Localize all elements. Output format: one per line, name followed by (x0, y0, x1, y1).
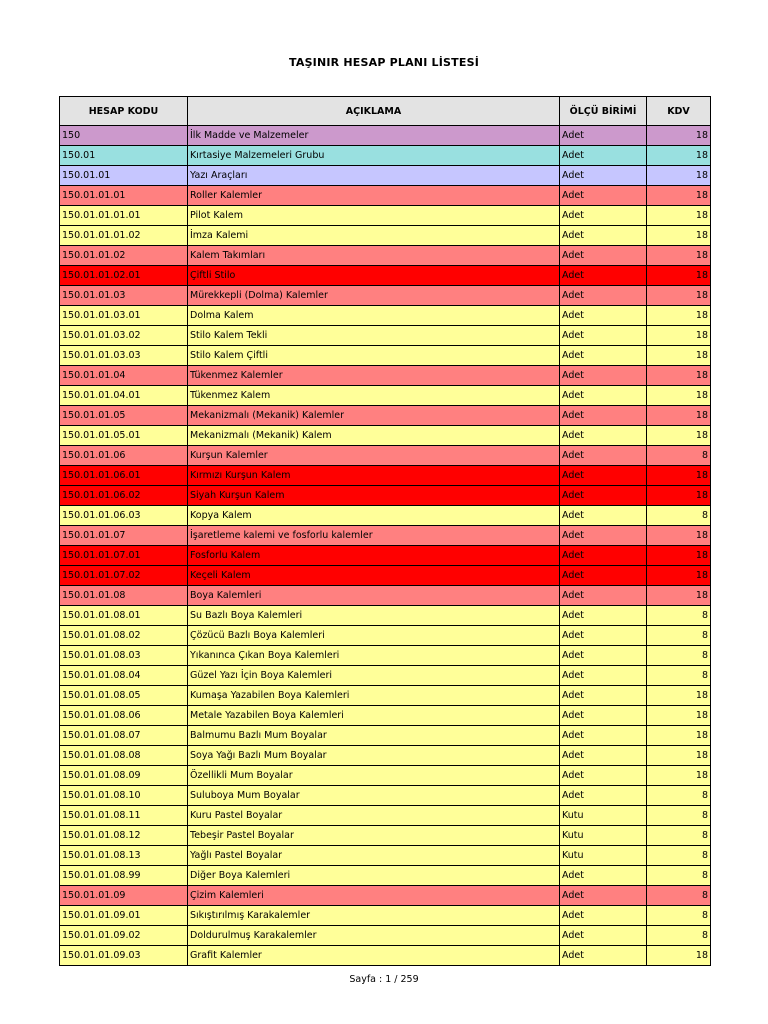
cell-olcu-birimi: Kutu (560, 846, 647, 866)
cell-kdv: 18 (647, 766, 711, 786)
cell-kdv: 8 (647, 606, 711, 626)
cell-kdv: 18 (647, 486, 711, 506)
cell-aciklama: Stilo Kalem Tekli (188, 326, 560, 346)
header-hesap-kodu: HESAP KODU (60, 97, 188, 126)
table-row (60, 366, 711, 386)
cell-olcu-birimi: Adet (560, 366, 647, 386)
cell-kdv: 18 (647, 186, 711, 206)
table-row (60, 426, 711, 446)
cell-hesap-kodu: 150.01.01.06.03 (60, 506, 188, 526)
table-row (60, 266, 711, 286)
cell-aciklama: Pilot Kalem (188, 206, 560, 226)
cell-hesap-kodu: 150.01.01.03.03 (60, 346, 188, 366)
cell-olcu-birimi: Kutu (560, 826, 647, 846)
cell-hesap-kodu: 150.01.01.01.01 (60, 206, 188, 226)
cell-kdv: 8 (647, 806, 711, 826)
table-row (60, 186, 711, 206)
cell-olcu-birimi: Adet (560, 126, 647, 146)
cell-olcu-birimi: Adet (560, 886, 647, 906)
cell-olcu-birimi: Adet (560, 286, 647, 306)
cell-kdv: 8 (647, 666, 711, 686)
table-row (60, 526, 711, 546)
cell-kdv: 18 (647, 226, 711, 246)
cell-hesap-kodu: 150.01.01.08.99 (60, 866, 188, 886)
table-row (60, 686, 711, 706)
cell-aciklama: Yazı Araçları (188, 166, 560, 186)
cell-hesap-kodu: 150.01.01.08.13 (60, 846, 188, 866)
cell-olcu-birimi: Adet (560, 526, 647, 546)
cell-hesap-kodu: 150.01.01.09.02 (60, 926, 188, 946)
cell-olcu-birimi: Adet (560, 386, 647, 406)
cell-aciklama: Çiftli Stilo (188, 266, 560, 286)
table-row (60, 806, 711, 826)
table-row (60, 926, 711, 946)
cell-olcu-birimi: Adet (560, 766, 647, 786)
cell-kdv: 18 (647, 326, 711, 346)
cell-olcu-birimi: Adet (560, 666, 647, 686)
cell-olcu-birimi: Adet (560, 906, 647, 926)
cell-aciklama: Soya Yağı Bazlı Mum Boyalar (188, 746, 560, 766)
table-row (60, 826, 711, 846)
cell-hesap-kodu: 150.01.01.05.01 (60, 426, 188, 446)
cell-kdv: 18 (647, 126, 711, 146)
cell-hesap-kodu: 150.01.01.08.07 (60, 726, 188, 746)
cell-kdv: 18 (647, 946, 711, 966)
cell-hesap-kodu: 150.01.01.08.02 (60, 626, 188, 646)
table-row (60, 306, 711, 326)
table-row (60, 386, 711, 406)
cell-aciklama: Mürekkepli (Dolma) Kalemler (188, 286, 560, 306)
cell-hesap-kodu: 150.01.01.08.11 (60, 806, 188, 826)
cell-olcu-birimi: Adet (560, 626, 647, 646)
cell-aciklama: Özellikli Mum Boyalar (188, 766, 560, 786)
cell-kdv: 8 (647, 846, 711, 866)
cell-hesap-kodu: 150.01.01.07.02 (60, 566, 188, 586)
cell-kdv: 18 (647, 686, 711, 706)
cell-kdv: 18 (647, 366, 711, 386)
cell-olcu-birimi: Adet (560, 226, 647, 246)
cell-aciklama: İşaretleme kalemi ve fosforlu kalemler (188, 526, 560, 546)
cell-hesap-kodu: 150.01.01.08.10 (60, 786, 188, 806)
cell-hesap-kodu: 150.01.01.09.03 (60, 946, 188, 966)
table-row (60, 286, 711, 306)
cell-kdv: 18 (647, 466, 711, 486)
cell-hesap-kodu: 150.01.01.08.04 (60, 666, 188, 686)
cell-aciklama: Mekanizmalı (Mekanik) Kalemler (188, 406, 560, 426)
table-row (60, 846, 711, 866)
cell-hesap-kodu: 150.01.01.08.06 (60, 706, 188, 726)
cell-kdv: 18 (647, 286, 711, 306)
cell-olcu-birimi: Adet (560, 506, 647, 526)
cell-kdv: 18 (647, 346, 711, 366)
cell-kdv: 8 (647, 906, 711, 926)
cell-aciklama: Su Bazlı Boya Kalemleri (188, 606, 560, 626)
cell-aciklama: Yağlı Pastel Boyalar (188, 846, 560, 866)
cell-kdv: 8 (647, 826, 711, 846)
cell-hesap-kodu: 150.01.01.06.01 (60, 466, 188, 486)
table-row (60, 346, 711, 366)
table-row (60, 666, 711, 686)
cell-olcu-birimi: Adet (560, 946, 647, 966)
cell-hesap-kodu: 150.01.01.08.12 (60, 826, 188, 846)
cell-aciklama: Balmumu Bazlı Mum Boyalar (188, 726, 560, 746)
cell-hesap-kodu: 150.01.01.02.01 (60, 266, 188, 286)
cell-kdv: 18 (647, 406, 711, 426)
cell-hesap-kodu: 150.01.01.05 (60, 406, 188, 426)
header-aciklama: AÇIKLAMA (188, 97, 560, 126)
cell-hesap-kodu: 150.01.01.08.03 (60, 646, 188, 666)
cell-olcu-birimi: Adet (560, 606, 647, 626)
cell-aciklama: Kırtasiye Malzemeleri Grubu (188, 146, 560, 166)
cell-olcu-birimi: Adet (560, 646, 647, 666)
table-row (60, 746, 711, 766)
cell-aciklama: Diğer Boya Kalemleri (188, 866, 560, 886)
table-row (60, 886, 711, 906)
cell-aciklama: Metale Yazabilen Boya Kalemleri (188, 706, 560, 726)
table-row (60, 606, 711, 626)
table-row (60, 546, 711, 566)
header-olcu-birimi: ÖLÇÜ BİRİMİ (560, 97, 647, 126)
cell-aciklama: Kumaşa Yazabilen Boya Kalemleri (188, 686, 560, 706)
cell-hesap-kodu: 150.01.01.02 (60, 246, 188, 266)
cell-aciklama: Çizim Kalemleri (188, 886, 560, 906)
cell-hesap-kodu: 150.01.01.08 (60, 586, 188, 606)
cell-aciklama: Stilo Kalem Çiftli (188, 346, 560, 366)
cell-kdv: 8 (647, 446, 711, 466)
cell-olcu-birimi: Kutu (560, 806, 647, 826)
table-row (60, 866, 711, 886)
cell-hesap-kodu: 150.01.01.01.02 (60, 226, 188, 246)
cell-hesap-kodu: 150.01.01.07.01 (60, 546, 188, 566)
page-title: TAŞINIR HESAP PLANI LİSTESİ (289, 56, 479, 69)
cell-aciklama: İlk Madde ve Malzemeler (188, 126, 560, 146)
cell-kdv: 18 (647, 386, 711, 406)
cell-kdv: 18 (647, 306, 711, 326)
cell-olcu-birimi: Adet (560, 446, 647, 466)
cell-kdv: 18 (647, 746, 711, 766)
cell-kdv: 8 (647, 886, 711, 906)
cell-kdv: 18 (647, 426, 711, 446)
table-row (60, 486, 711, 506)
cell-aciklama: Kalem Takımları (188, 246, 560, 266)
cell-aciklama: Doldurulmuş Karakalemler (188, 926, 560, 946)
cell-kdv: 8 (647, 866, 711, 886)
cell-kdv: 18 (647, 206, 711, 226)
cell-aciklama: Tükenmez Kalemler (188, 366, 560, 386)
table-row (60, 766, 711, 786)
cell-aciklama: Kuru Pastel Boyalar (188, 806, 560, 826)
cell-olcu-birimi: Adet (560, 566, 647, 586)
table-row (60, 566, 711, 586)
cell-aciklama: Keçeli Kalem (188, 566, 560, 586)
cell-aciklama: Roller Kalemler (188, 186, 560, 206)
table-row (60, 706, 711, 726)
table-row (60, 126, 711, 146)
cell-kdv: 18 (647, 166, 711, 186)
cell-olcu-birimi: Adet (560, 706, 647, 726)
table-row (60, 446, 711, 466)
cell-olcu-birimi: Adet (560, 926, 647, 946)
cell-hesap-kodu: 150.01.01 (60, 166, 188, 186)
cell-kdv: 8 (647, 506, 711, 526)
cell-hesap-kodu: 150.01.01.01 (60, 186, 188, 206)
table-row (60, 246, 711, 266)
cell-olcu-birimi: Adet (560, 326, 647, 346)
table-header-row (60, 97, 711, 126)
table-row (60, 626, 711, 646)
table-row (60, 506, 711, 526)
cell-aciklama: Yıkanınca Çıkan Boya Kalemleri (188, 646, 560, 666)
cell-olcu-birimi: Adet (560, 726, 647, 746)
table-row (60, 166, 711, 186)
cell-hesap-kodu: 150.01.01.09 (60, 886, 188, 906)
cell-hesap-kodu: 150.01.01.08.01 (60, 606, 188, 626)
cell-hesap-kodu: 150.01.01.04.01 (60, 386, 188, 406)
table-row (60, 726, 711, 746)
cell-aciklama: İmza Kalemi (188, 226, 560, 246)
cell-hesap-kodu: 150.01.01.06.02 (60, 486, 188, 506)
cell-hesap-kodu: 150.01.01.04 (60, 366, 188, 386)
cell-kdv: 18 (647, 706, 711, 726)
cell-olcu-birimi: Adet (560, 406, 647, 426)
account-plan-table (59, 96, 711, 966)
cell-hesap-kodu: 150.01.01.08.09 (60, 766, 188, 786)
cell-hesap-kodu: 150 (60, 126, 188, 146)
cell-aciklama: Boya Kalemleri (188, 586, 560, 606)
table-row (60, 586, 711, 606)
cell-olcu-birimi: Adet (560, 586, 647, 606)
cell-kdv: 8 (647, 626, 711, 646)
cell-olcu-birimi: Adet (560, 686, 647, 706)
page-number: Sayfa : 1 / 259 (349, 974, 419, 985)
cell-aciklama: Dolma Kalem (188, 306, 560, 326)
cell-olcu-birimi: Adet (560, 206, 647, 226)
cell-hesap-kodu: 150.01.01.03.01 (60, 306, 188, 326)
cell-kdv: 18 (647, 266, 711, 286)
cell-aciklama: Fosforlu Kalem (188, 546, 560, 566)
table-row (60, 326, 711, 346)
cell-kdv: 18 (647, 526, 711, 546)
cell-kdv: 8 (647, 926, 711, 946)
cell-kdv: 18 (647, 566, 711, 586)
cell-aciklama: Grafit Kalemler (188, 946, 560, 966)
cell-kdv: 18 (647, 546, 711, 566)
cell-hesap-kodu: 150.01.01.06 (60, 446, 188, 466)
cell-olcu-birimi: Adet (560, 866, 647, 886)
cell-olcu-birimi: Adet (560, 746, 647, 766)
table-row (60, 146, 711, 166)
cell-olcu-birimi: Adet (560, 426, 647, 446)
table-row (60, 946, 711, 966)
table-row (60, 906, 711, 926)
table-row (60, 646, 711, 666)
cell-aciklama: Güzel Yazı İçin Boya Kalemleri (188, 666, 560, 686)
cell-olcu-birimi: Adet (560, 246, 647, 266)
cell-kdv: 18 (647, 586, 711, 606)
cell-olcu-birimi: Adet (560, 486, 647, 506)
cell-aciklama: Siyah Kurşun Kalem (188, 486, 560, 506)
cell-hesap-kodu: 150.01.01.03.02 (60, 326, 188, 346)
cell-aciklama: Kırmızı Kurşun Kalem (188, 466, 560, 486)
table-body (60, 126, 711, 966)
cell-olcu-birimi: Adet (560, 186, 647, 206)
cell-kdv: 18 (647, 726, 711, 746)
cell-aciklama: Kurşun Kalemler (188, 446, 560, 466)
cell-aciklama: Kopya Kalem (188, 506, 560, 526)
cell-aciklama: Sıkıştırılmış Karakalemler (188, 906, 560, 926)
table-row (60, 466, 711, 486)
cell-hesap-kodu: 150.01 (60, 146, 188, 166)
cell-olcu-birimi: Adet (560, 166, 647, 186)
cell-aciklama: Suluboya Mum Boyalar (188, 786, 560, 806)
table-row (60, 406, 711, 426)
header-kdv: KDV (647, 97, 711, 126)
cell-hesap-kodu: 150.01.01.08.05 (60, 686, 188, 706)
table-row (60, 786, 711, 806)
cell-hesap-kodu: 150.01.01.07 (60, 526, 188, 546)
table-row (60, 226, 711, 246)
cell-olcu-birimi: Adet (560, 266, 647, 286)
table-row (60, 206, 711, 226)
cell-aciklama: Tebeşir Pastel Boyalar (188, 826, 560, 846)
cell-kdv: 18 (647, 146, 711, 166)
cell-aciklama: Çözücü Bazlı Boya Kalemleri (188, 626, 560, 646)
cell-kdv: 18 (647, 246, 711, 266)
cell-hesap-kodu: 150.01.01.09.01 (60, 906, 188, 926)
cell-olcu-birimi: Adet (560, 786, 647, 806)
cell-hesap-kodu: 150.01.01.03 (60, 286, 188, 306)
cell-olcu-birimi: Adet (560, 346, 647, 366)
cell-aciklama: Mekanizmalı (Mekanik) Kalem (188, 426, 560, 446)
cell-kdv: 8 (647, 786, 711, 806)
cell-hesap-kodu: 150.01.01.08.08 (60, 746, 188, 766)
cell-kdv: 8 (647, 646, 711, 666)
cell-olcu-birimi: Adet (560, 546, 647, 566)
cell-olcu-birimi: Adet (560, 146, 647, 166)
cell-olcu-birimi: Adet (560, 306, 647, 326)
cell-olcu-birimi: Adet (560, 466, 647, 486)
cell-aciklama: Tükenmez Kalem (188, 386, 560, 406)
